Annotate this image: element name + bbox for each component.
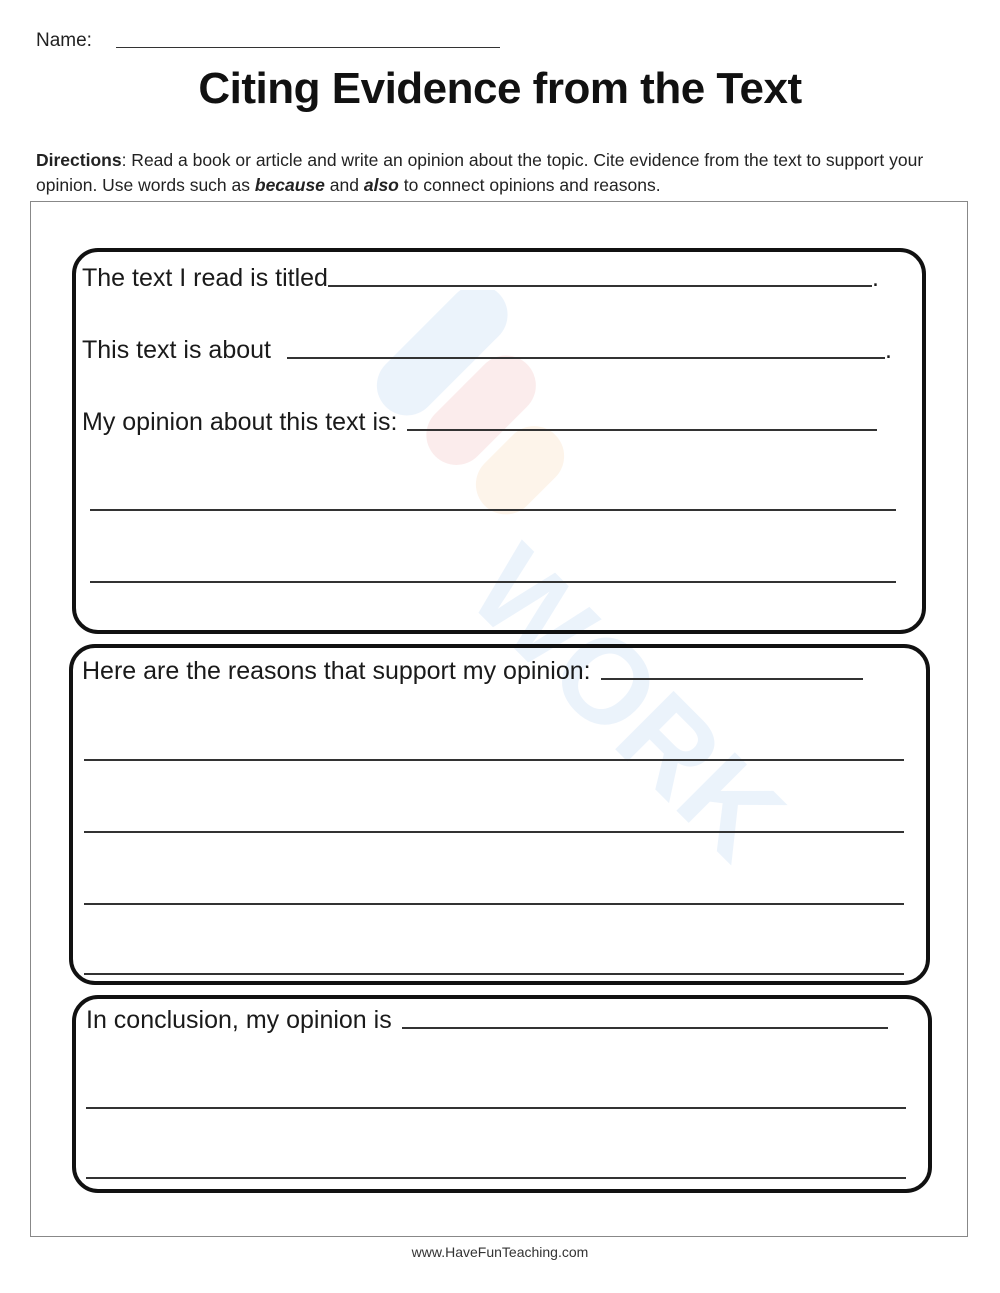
directions-text	[36, 148, 966, 198]
conclusion-answer-line-2[interactable]	[86, 1106, 906, 1109]
conclusion-prompt-label: In conclusion, my opinion is	[86, 1006, 392, 1034]
reasons-prompt-row	[82, 657, 863, 686]
opinion-prompt-label: My opinion about this text is:	[82, 408, 398, 436]
opinion-answer-line-3[interactable]	[90, 580, 896, 583]
opinion-answer-line-2[interactable]	[90, 508, 896, 511]
title-prompt-row	[82, 264, 879, 293]
footer-url: www.HaveFunTeaching.com	[411, 1244, 589, 1260]
reasons-answer-line-2[interactable]	[84, 758, 904, 761]
reasons-answer-line-4[interactable]	[84, 902, 904, 905]
conclusion-prompt-row	[86, 1006, 888, 1035]
page-title: Citing Evidence from the Text	[198, 64, 802, 113]
svg-text:WORK: WORK	[445, 521, 809, 885]
directions-part3: to connect opinions and reasons.	[398, 175, 661, 195]
about-period: .	[884, 336, 892, 364]
text-info-box	[72, 248, 926, 634]
directions-part2: and	[324, 175, 364, 195]
title-period: .	[871, 264, 879, 292]
title-prompt-label: The text I read is titled	[82, 264, 328, 292]
reasons-answer-line[interactable]	[601, 677, 863, 680]
keyword-also: also	[363, 175, 399, 195]
about-prompt-label: This text is about	[82, 336, 271, 364]
reasons-box	[69, 644, 930, 985]
conclusion-answer-line-3[interactable]	[86, 1176, 906, 1179]
reasons-answer-line-5[interactable]	[84, 972, 904, 975]
about-answer-line[interactable]	[287, 356, 885, 359]
directions-part1: : Read a book or article and write an opinion about the topic. Cite evidence from the text to support your opinion. Use words such as	[36, 150, 924, 195]
title-answer-line[interactable]	[328, 284, 872, 287]
keyword-because: because	[254, 175, 325, 195]
about-prompt-row	[82, 336, 892, 365]
directions-label: Directions	[36, 150, 122, 170]
opinion-prompt-row	[82, 408, 877, 437]
conclusion-answer-line[interactable]	[402, 1026, 888, 1029]
reasons-prompt-label: Here are the reasons that support my opinion:	[82, 657, 591, 685]
name-label: Name:	[36, 30, 92, 51]
name-field-line[interactable]	[116, 47, 500, 48]
reasons-answer-line-3[interactable]	[84, 830, 904, 833]
opinion-answer-line[interactable]	[407, 428, 877, 431]
